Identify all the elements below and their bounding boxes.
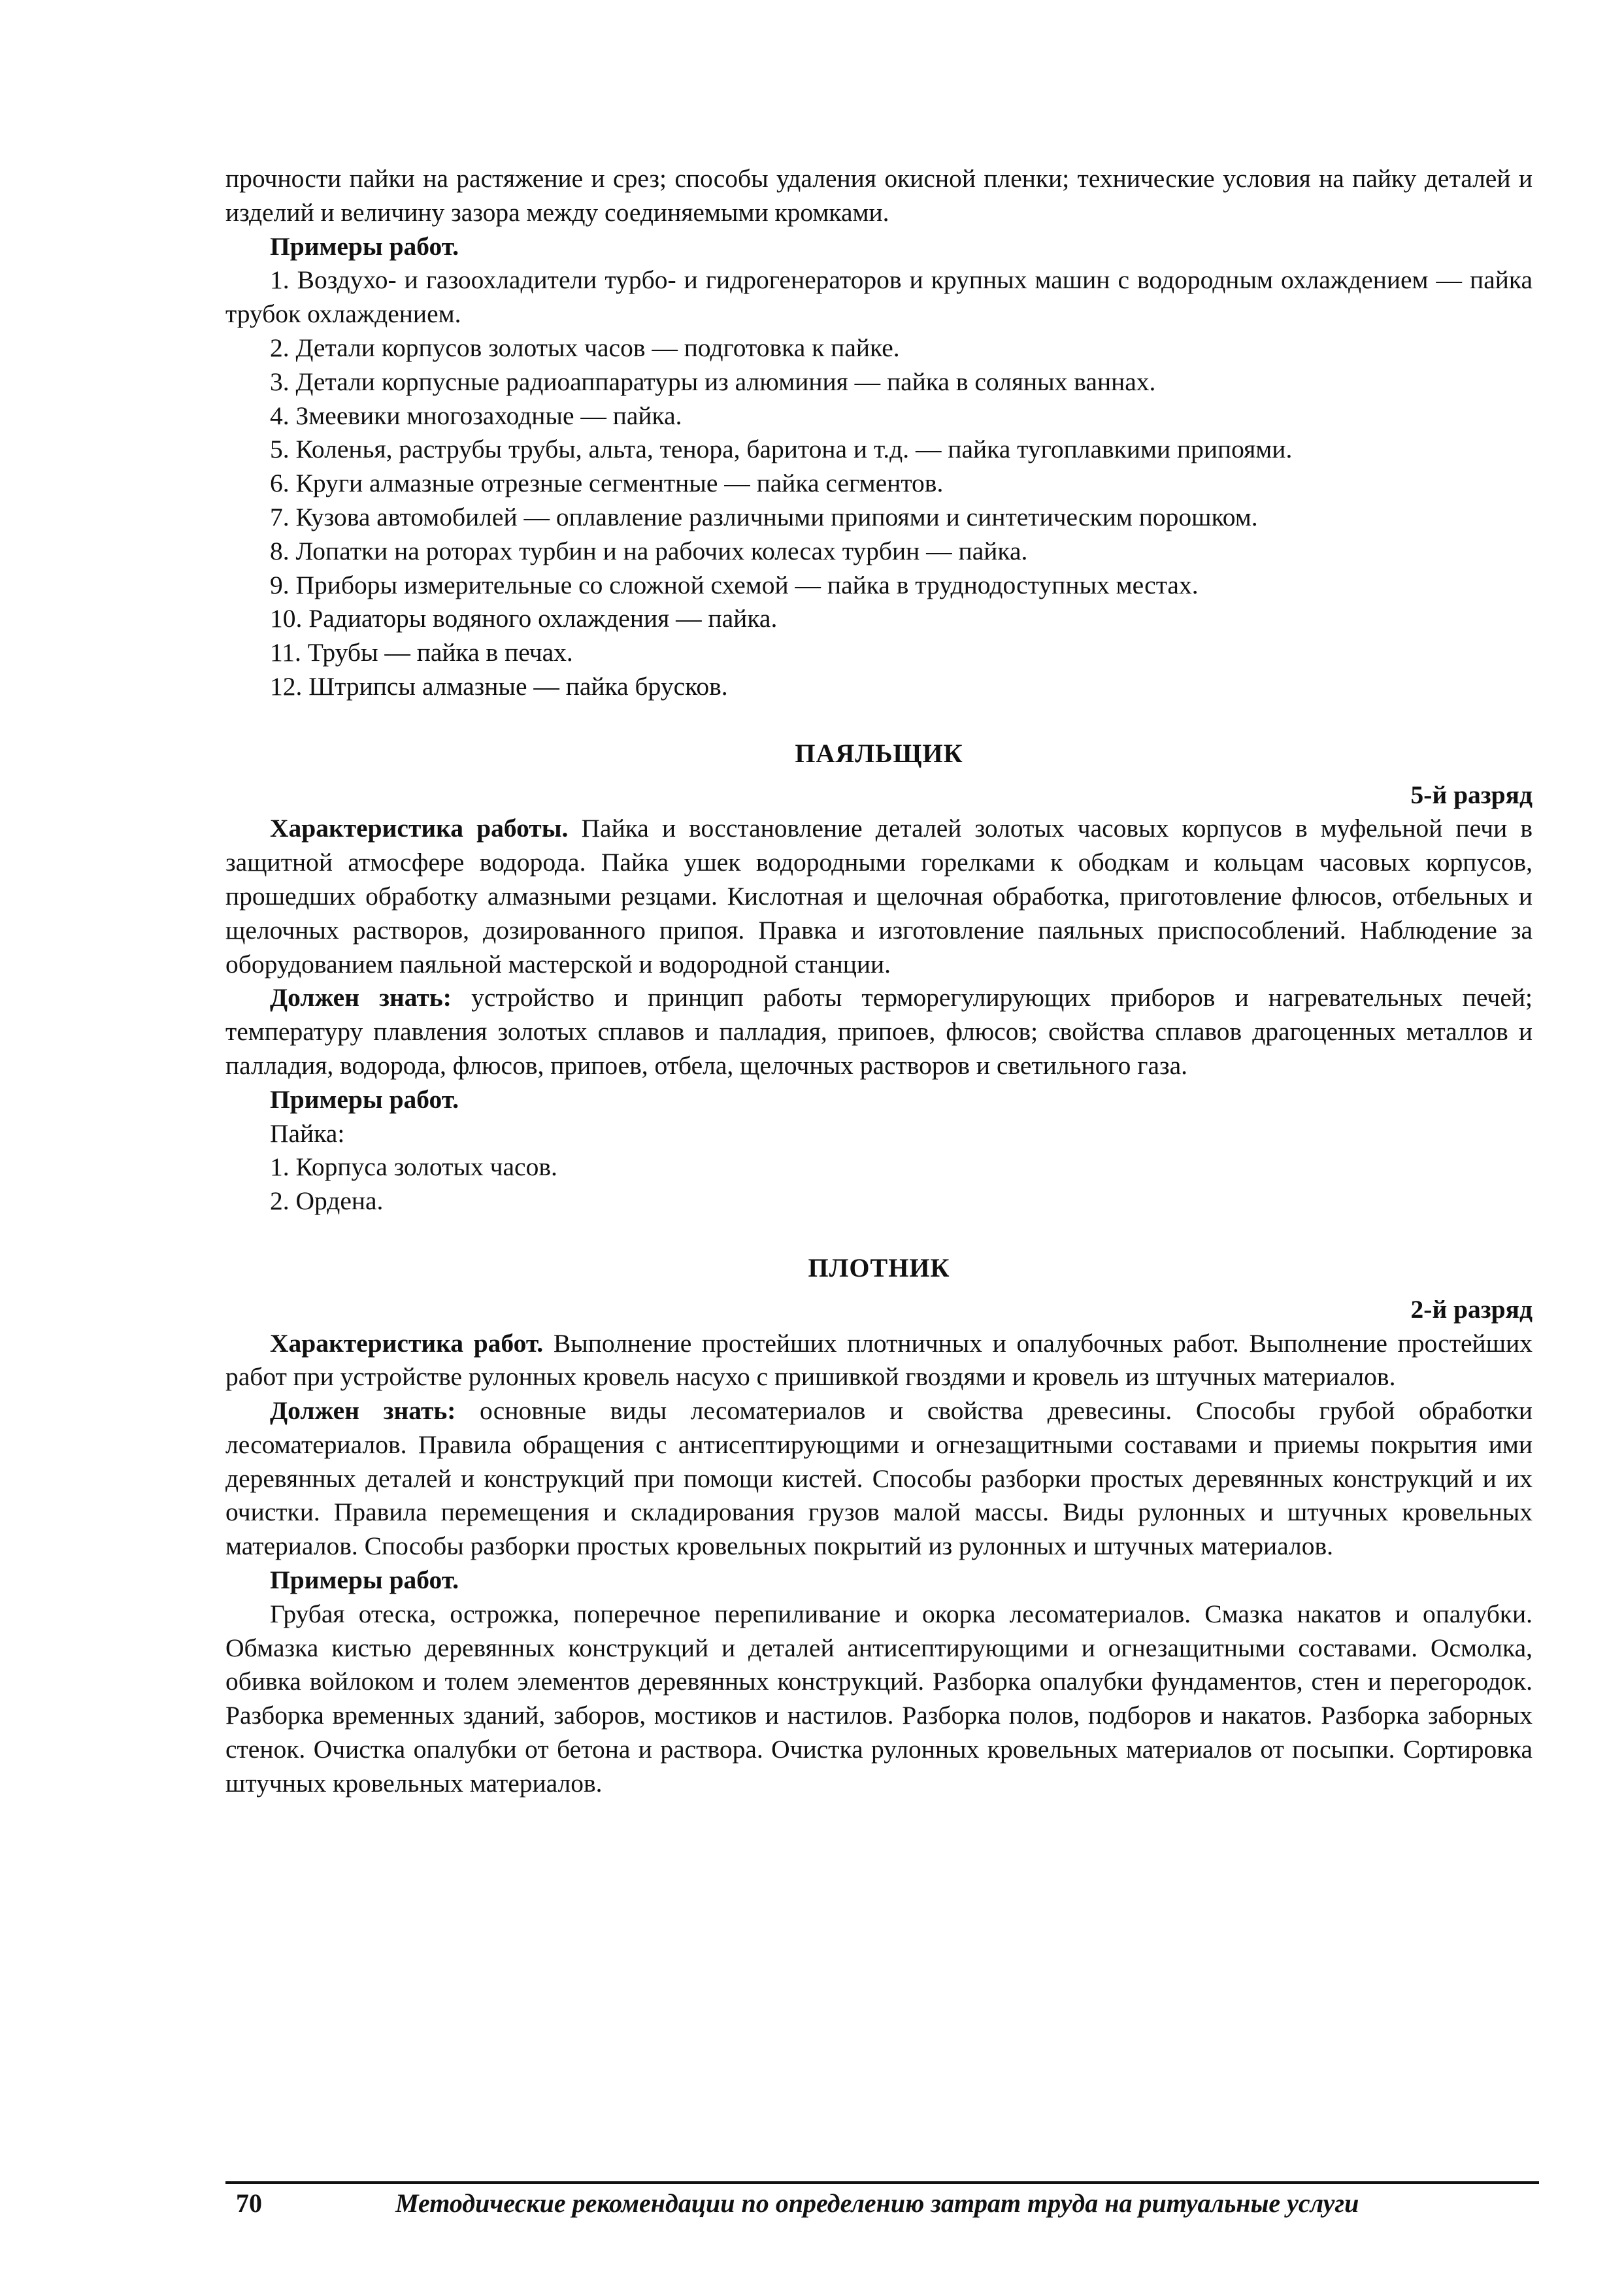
examples-text: Грубая отеска, острожка, поперечное перепиливание и окорка лесоматериалов. Смазка накатов и опалубки. Обмазка кистью деревянных конструкций и деталей антисептирующими и огнезащитными составами. Осмолка, обивка войлоком и толем элементов деревянных конструкций. Разборка опалубки фундаментов, стен и перегородок. Разборка временных зданий, заборов, мостиков и настилов. Разборка полов, подборов и накатов. Разборка заборных стенок. Очистка опалубки от бетона и раствора. Очистка рулонных кровельных материалов от посыпки. Сортировка штучных кровельных материалов.: [225, 1599, 1533, 1798]
must-know-label: Должен знать:: [270, 983, 452, 1013]
work-characteristic: [225, 1327, 1533, 1395]
section-title-plotnik: ПЛОТНИК: [808, 1252, 950, 1282]
list-item: 10. Радиаторы водяного охлаждения — пайка.: [270, 604, 778, 633]
page-footer: [225, 2181, 1539, 2218]
page-body: [225, 162, 1533, 1801]
list-item: 12. Штрипсы алмазные — пайка брусков.: [270, 671, 728, 701]
must-know-label: Должен знать:: [270, 1396, 456, 1426]
characteristic-text: Пайка и восстановление деталей золотых часовых корпусов в муфельной печи в защитной атмосфере водорода. Пайка ушек водородными горелками к ободкам и кольцам часовых корпусов, прошедших обработку алмазными резцами. Кислотная и щелочная обработка, приготовление флюсов, отбельных и щелочных растворов, дозированного припоя. Правка и изготовление паяльных приспособлений. Наблюдение за оборудованием паяльной мастерской и водородной станции.: [225, 814, 1533, 979]
list-item: 2. Детали корпусов золотых часов — подготовка к пайке.: [270, 333, 900, 362]
must-know-text: устройство и принцип работы терморегулирующих приборов и нагревательных печей; температуру плавления золотых сплавов и палладия, припоев, флюсов; свойства сплавов драгоценных металлов и палладия, водорода, флюсов, припоев, отбела, щелочных растворов и светильного газа.: [225, 983, 1533, 1080]
list-item: 11. Трубы — пайка в печах.: [270, 638, 573, 667]
footer-title: Методические рекомендации по определению затрат труда на ритуальные услуги: [395, 2188, 1359, 2218]
must-know: [225, 981, 1533, 1082]
grade-label: 5-й разряд: [1410, 780, 1533, 809]
list-item: 1. Воздухо- и газоохладители турбо- и гидрогенераторов и крупных машин с водородным охлаждением — пайка трубок охлаждением.: [225, 265, 1533, 329]
must-know: [225, 1394, 1533, 1564]
examples-subheading: Пайка:: [270, 1118, 345, 1148]
list-item: 8. Лопатки на роторах турбин и на рабочих колесах турбин — пайка.: [270, 536, 1028, 565]
examples-heading: Примеры работ.: [270, 1566, 459, 1595]
list-item: 5. Коленья, раструбы трубы, альта, тенора, баритона и т.д. — пайка тугоплавкими припоями.: [270, 435, 1293, 464]
characteristic-text: Выполнение простейших плотничных и опалубочных работ. Выполнение простейших работ при устройстве рулонных кровель насухо с пришивкой гвоздями и кровель из штучных материалов.: [225, 1328, 1533, 1392]
list-item: 3. Детали корпусные радиоаппаратуры из алюминия — пайка в соляных ваннах.: [270, 367, 1156, 396]
list-item: 1. Корпуса золотых часов.: [270, 1152, 557, 1182]
list-item: 6. Круги алмазные отрезные сегментные — пайка сегментов.: [270, 469, 944, 498]
grade-label: 2-й разряд: [1410, 1294, 1533, 1324]
examples-heading: Примеры работ.: [270, 1084, 459, 1114]
list-item: 9. Приборы измерительные со сложной схемой — пайка в труднодоступных местах.: [270, 570, 1199, 599]
list-item: 2. Ордена.: [270, 1186, 384, 1216]
section-title-payalshchik: ПАЯЛЬЩИК: [795, 738, 963, 768]
characteristic-label: Характеристика работы.: [270, 814, 569, 843]
work-characteristic: [225, 812, 1533, 981]
list-item: 7. Кузова автомобилей — оплавление различными припоями и синтетическим порошком.: [270, 502, 1258, 531]
must-know-text: основные виды лесоматериалов и свойства древесины. Способы грубой обработки лесоматериалов. Правила обращения с антисептирующими и огнезащитными составами и приемы покрытия ими деревянных деталей и конструкций при помощи кистей. Способы разборки простых деревянных конструкций и их очистки. Правила перемещения и складирования грузов малой массы. Виды рулонных и штучных кровельных материалов. Способы разборки простых кровельных покрытий из рулонных и штучных материалов.: [225, 1396, 1533, 1561]
intro-continuation: прочности пайки на растяжение и срез; способы удаления окисной пленки; технические условия на пайку деталей и изделий и величину зазора между соединяемыми кромками.: [225, 164, 1533, 227]
characteristic-label: Характеристика работ.: [270, 1328, 544, 1358]
page-number: 70: [236, 2188, 262, 2218]
intro-examples-heading: Примеры работ.: [270, 231, 459, 261]
list-item: 4. Змеевики многозаходные — пайка.: [270, 401, 682, 430]
